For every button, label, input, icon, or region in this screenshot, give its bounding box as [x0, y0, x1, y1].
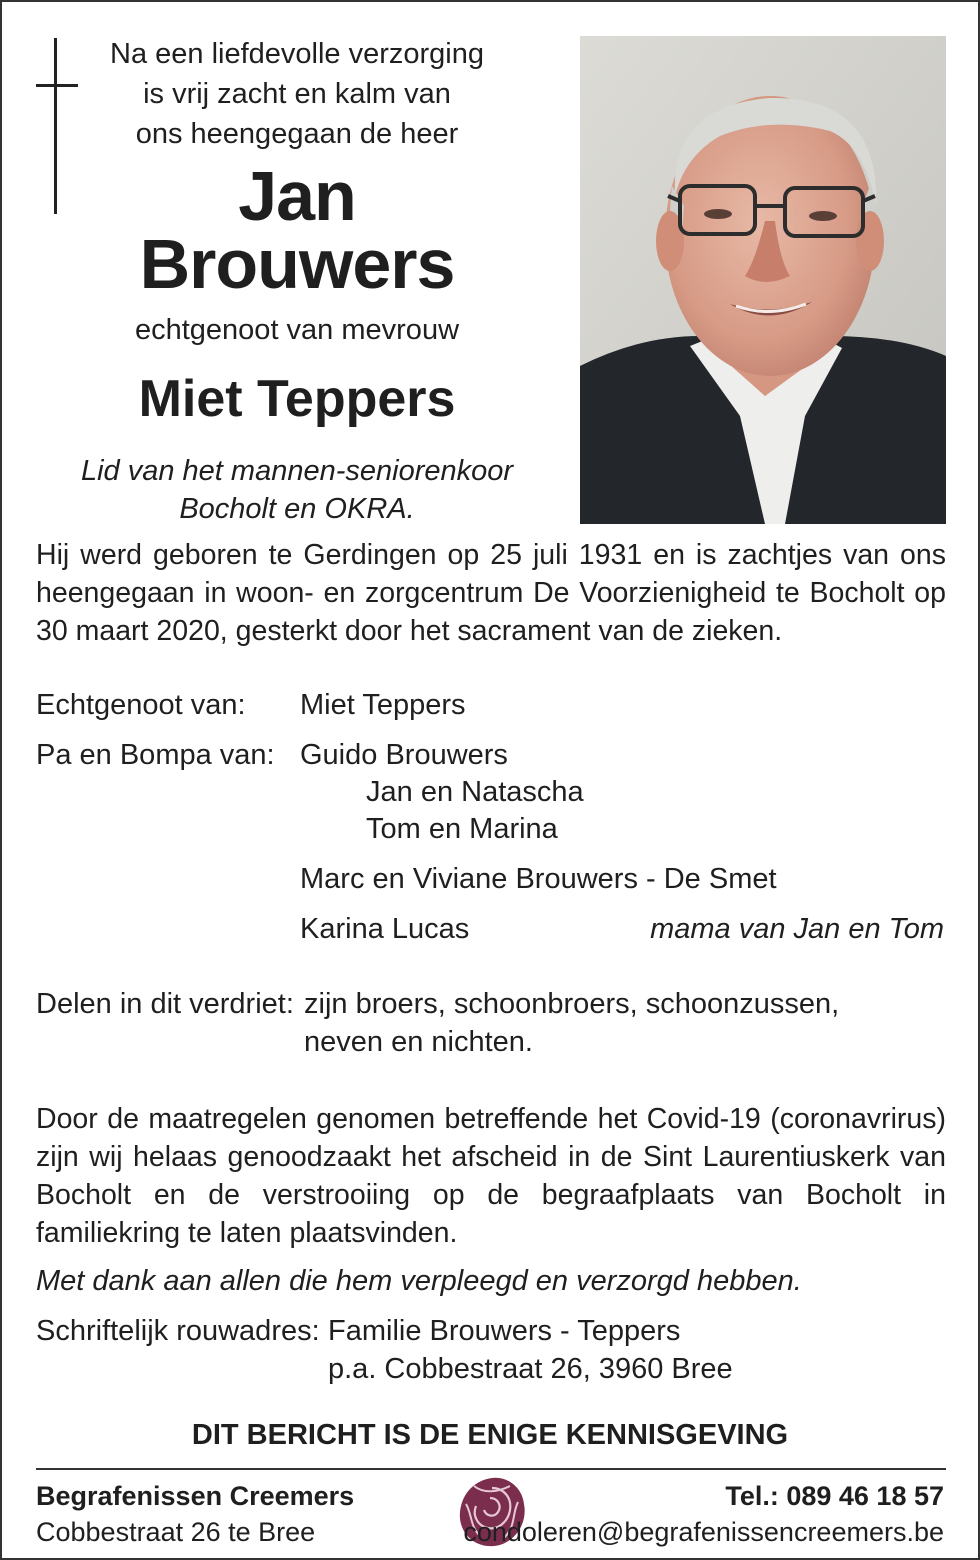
cross-icon: [54, 38, 57, 214]
intro-line-3: ons heengegaan de heer: [135, 118, 459, 150]
address-line-1: Familie Brouwers - Teppers: [328, 1315, 681, 1347]
deceased-first-name: Jan: [238, 157, 356, 235]
grief-line-1: zijn broers, schoonbroers, schoonzussen,: [304, 988, 840, 1020]
biography: Hij werd geboren te Gerdingen op 25 juli 1931 en is zachtjes van ons heengegaan in woon- en zorgcentrum De Voorzienigheid te Bocholt op 30 maart 2020, gesterkt door het sacrament van de zieken.: [36, 539, 946, 647]
cross-icon-bar: [36, 84, 78, 87]
portrait-illustration: [580, 36, 946, 524]
children-label: Pa en Bompa van:: [36, 739, 275, 771]
grief-line-2: neven en nichten.: [304, 1026, 533, 1058]
other-note: mama van Jan en Tom: [650, 913, 944, 945]
covid-notice: Door de maatregelen genomen betreffende het Covid-19 (coronavrirus) zijn wij helaas genoodzaakt het afscheid in de Sint Laurentiuskerk van Bocholt en de verstrooiing op de begraafplaats van Bocholt in familiekring te laten plaatsvinden.: [36, 1103, 946, 1249]
spouse-label: Echtgenoot van:: [36, 689, 246, 721]
portrait-photo: [580, 36, 946, 524]
funeral-company: Begrafenissen Creemers: [36, 1481, 355, 1511]
spouse-name: Miet Teppers: [138, 370, 456, 428]
deceased-name: [82, 157, 512, 303]
phone-number: Tel.: 089 46 18 57: [725, 1481, 944, 1511]
spouse-intro: echtgenoot van mevrouw: [134, 314, 460, 346]
intro-line-2: is vrij zacht en kalm van: [143, 78, 451, 110]
thanks-text: Met dank aan allen die hem verpleegd en verzorgd hebben.: [36, 1265, 802, 1297]
grief-label: Delen in dit verdriet:: [36, 988, 294, 1020]
spouse-value: Miet Teppers: [300, 689, 466, 721]
notice-heading: DIT BERICHT IS DE ENIGE KENNISGEVING: [191, 1419, 789, 1451]
child-2: Marc en Viviane Brouwers - De Smet: [300, 863, 777, 895]
membership-line-2: Bocholt en OKRA.: [179, 493, 415, 525]
membership-line-1: Lid van het mannen-seniorenkoor: [80, 455, 514, 487]
intro-line-1: Na een liefdevolle verzorging: [110, 38, 484, 70]
child-1: Guido Brouwers: [300, 739, 508, 771]
membership: [62, 452, 532, 528]
email-address[interactable]: condoleren@begrafenissencreemers.be: [463, 1517, 944, 1547]
deceased-last-name: Brouwers: [139, 225, 455, 303]
grandchild-1: Jan en Natascha: [366, 776, 584, 808]
other-name: Karina Lucas: [300, 913, 470, 945]
funeral-street: Cobbestraat 26 te Bree: [36, 1517, 316, 1547]
intro-text: [82, 34, 512, 154]
footer-divider: [36, 1468, 946, 1470]
address-label: Schriftelijk rouwadres:: [36, 1315, 320, 1347]
grandchild-2: Tom en Marina: [366, 813, 558, 845]
address-line-2: p.a. Cobbestraat 26, 3960 Bree: [328, 1353, 733, 1385]
